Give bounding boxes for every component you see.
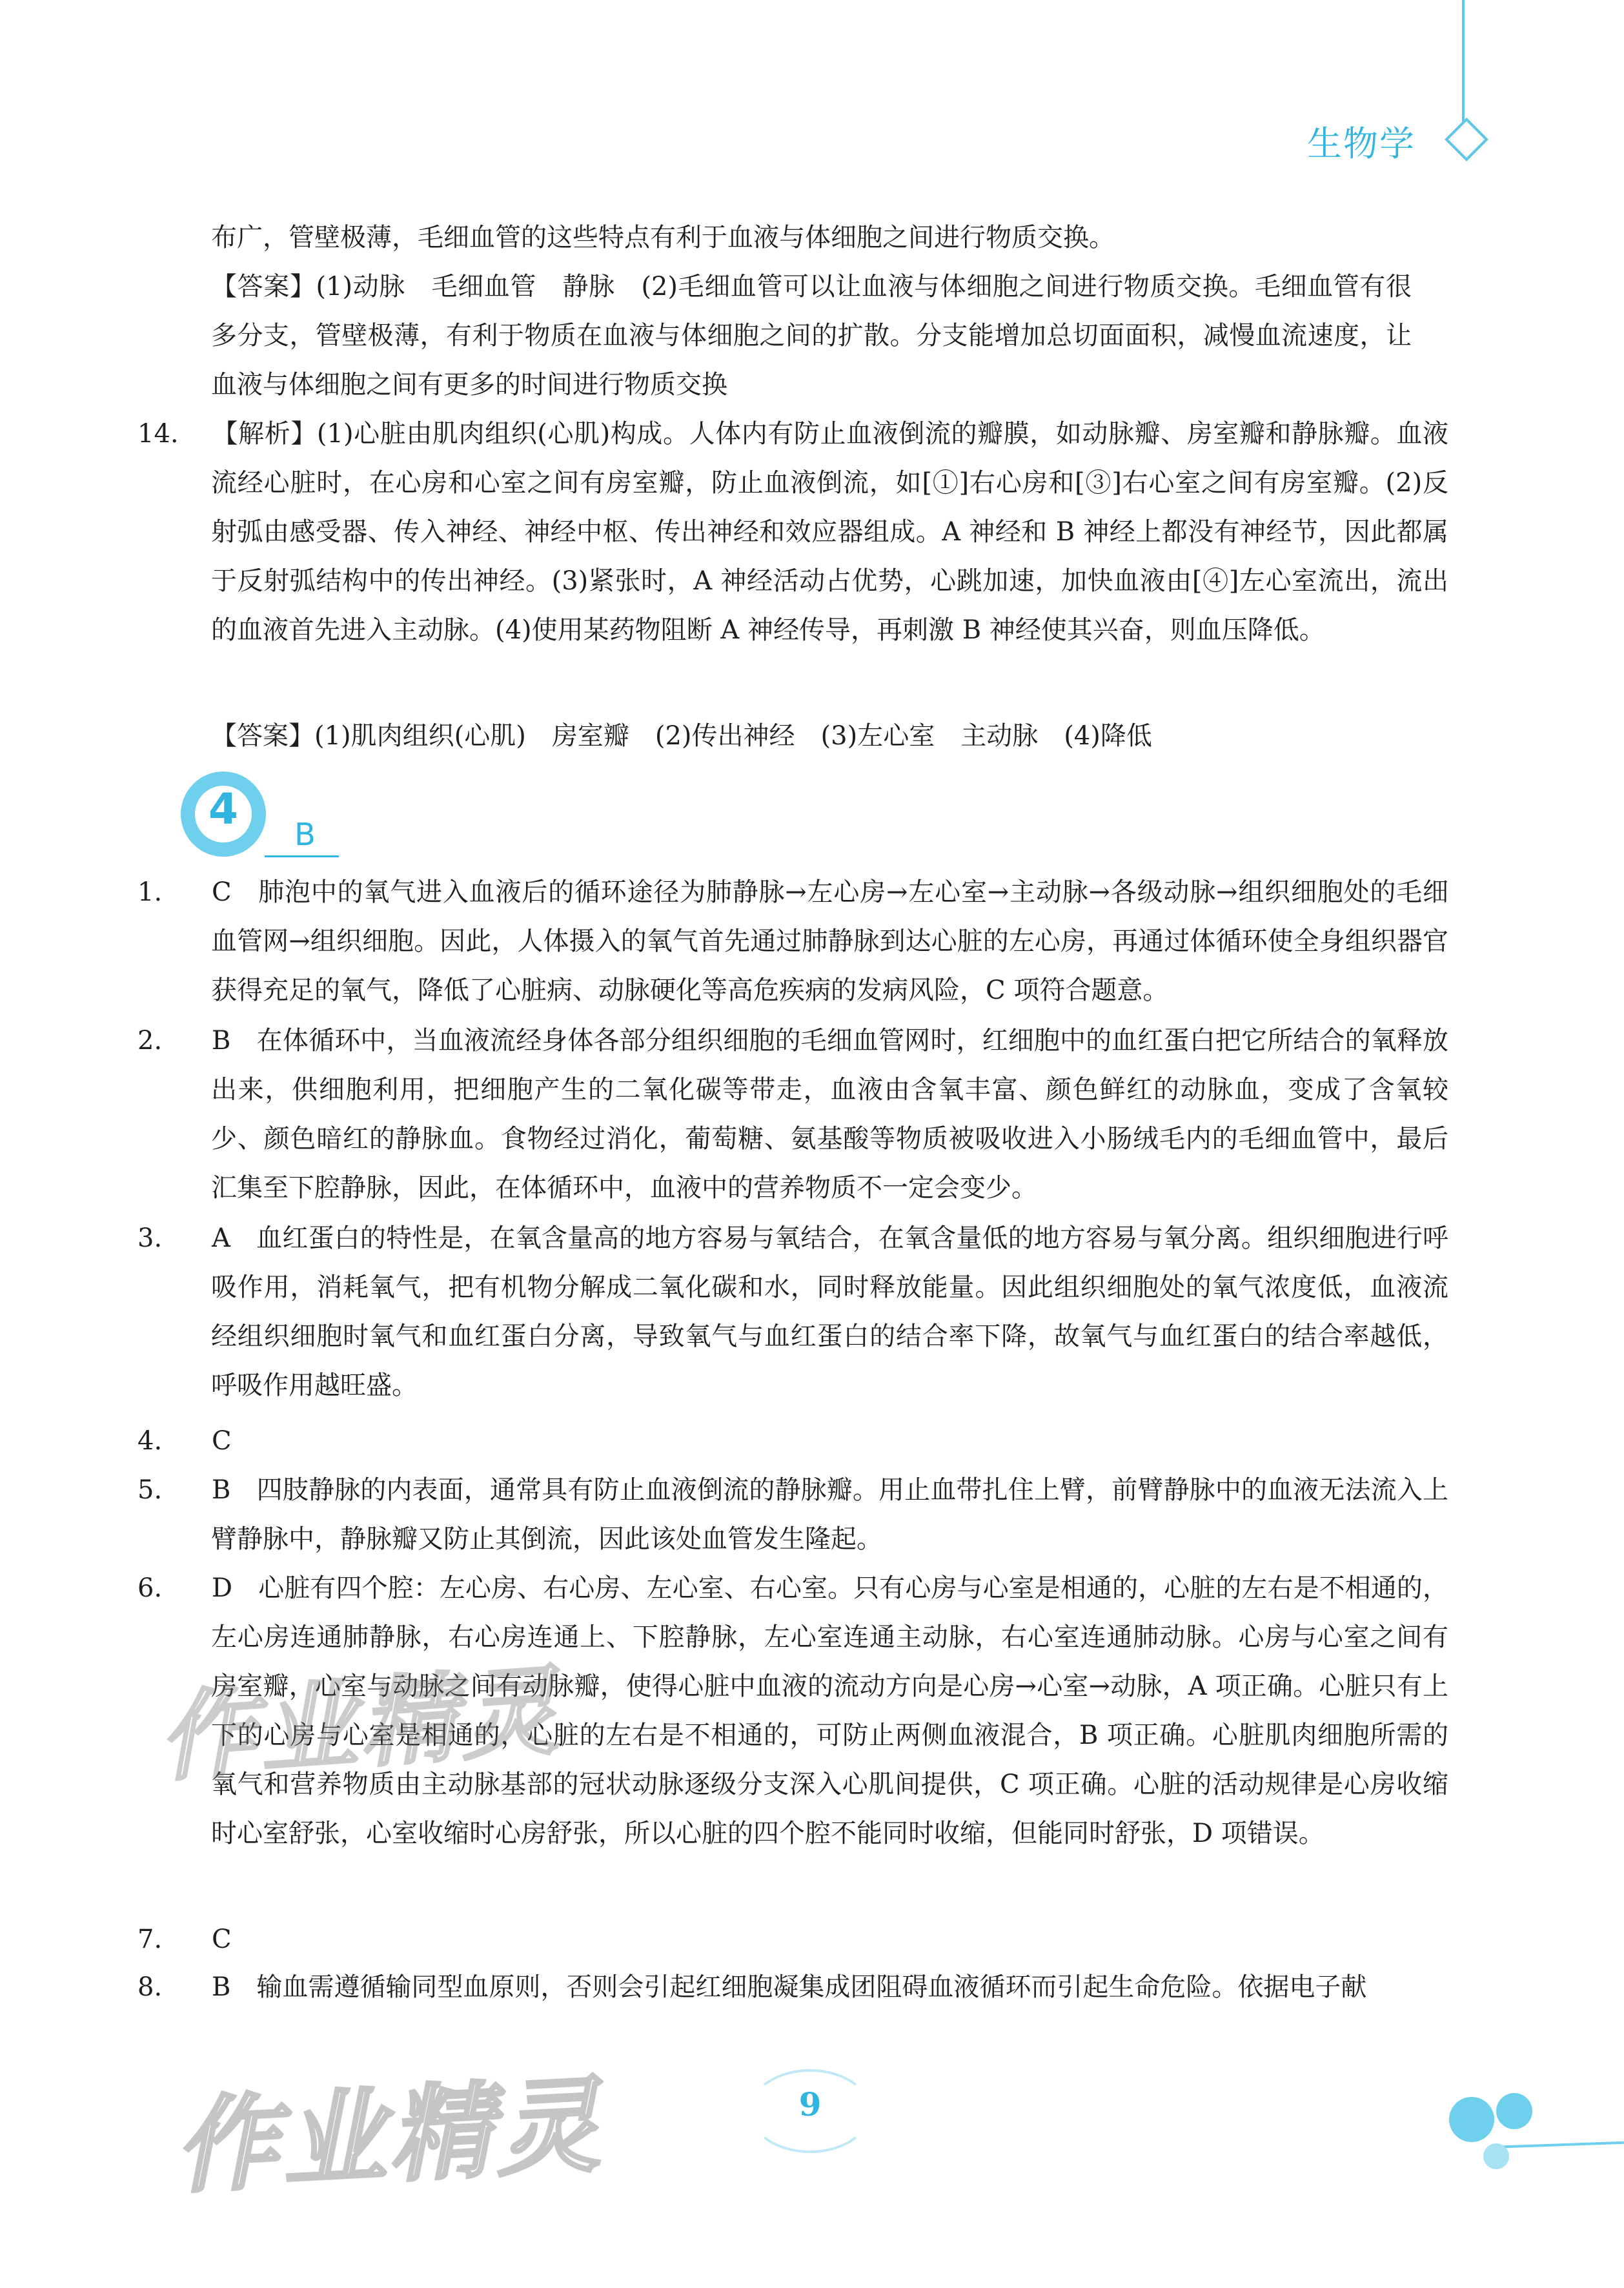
- watermark: 作业精灵: [172, 2064, 607, 2208]
- item-text: B 在体循环中，当血液流经身体各部分组织细胞的毛细血管网时，红细胞中的血红蛋白把它所结合的氧释放出来，供细胞利用，把细胞产生的二氧化碳等带走，血液由含氧丰富、颜色鲜红的动脉血，变成了含氧较少、颜色暗红的静脉血。食物经过消化，葡萄糖、氨基酸等物质被吸收进入小肠绒毛内的毛细血管中，最后汇集至下腔静脉，因此，在体循环中，血液中的营养物质不一定会变少。: [211, 1026, 1448, 1203]
- diamond-icon: [1445, 117, 1488, 161]
- list-item: [137, 1214, 1448, 1410]
- subject-title: 生物学: [1307, 123, 1416, 164]
- section-level-underline: [265, 855, 339, 857]
- decor-dot: [1483, 2143, 1509, 2169]
- paragraph-continuation: 布广，管壁极薄，毛细血管的这些特点有利于血液与体细胞之间进行物质交换。: [211, 223, 1115, 252]
- list-item: [137, 1466, 1448, 1564]
- item-text: D 心脏有四个腔：左心房、右心房、左心室、右心室。只有心房与心室是相通的，心脏的左右是不相通的，左心房连通肺静脉，右心房连通上、下腔静脉，左心室连通主动脉，右心室连通肺动脉。心房与心室之间有房室瓣，心室与动脉之间有动脉瓣，使得心脏中血液的流动方向是心房→心室→动脉，A 项正确。心脏只有上下的心房与心室是相通的，心脏的左右是不相通的，可防止两侧血液混合，B 项正确。心脏肌肉细胞所需的氧气和营养物质由主动脉基部的冠状动脉逐级分支深入心肌间提供，C 项正确。心脏的活动规律是心房收缩时心室舒张，心室收缩时心房舒张，所以心脏的四个腔不能同时收缩，但能同时舒张，D 项错误。: [211, 1573, 1448, 1848]
- page-number: 9: [798, 2085, 822, 2123]
- item-number: 1.: [137, 877, 163, 907]
- item-text: C: [212, 1426, 232, 1456]
- item-text: B 四肢静脉的内表面，通常具有防止血液倒流的静脉瓣。用止血带扎住上臂，前臂静脉中的血液无法流入上臂静脉中，静脉瓣又防止其倒流，因此该处血管发生隆起。: [211, 1475, 1448, 1554]
- item-number: 3.: [137, 1223, 163, 1253]
- question-14: [137, 409, 1448, 655]
- watermark: 作业精灵: [155, 1655, 565, 1795]
- question-number: 14.: [137, 419, 179, 449]
- list-item: [137, 1915, 1448, 1964]
- item-number: 6.: [137, 1573, 163, 1603]
- item-number: 7.: [137, 1925, 163, 1954]
- section-number: 4: [208, 784, 238, 834]
- item-number: 8.: [137, 1972, 163, 2002]
- item-text: C 肺泡中的氧气进入血液后的循环途径为肺静脉→左心房→左心室→主动脉→各级动脉→组织细胞处的毛细血管网→组织细胞。因此，人体摄入的氧气首先通过肺静脉到达心脏的左心房，再通过体循环使全身组织器官获得充足的氧气，降低了心脏病、动脉硬化等高危疾病的发病风险，C 项符合题意。: [211, 877, 1448, 1005]
- list-item: [137, 1016, 1448, 1212]
- analysis-14: 【解析】(1)心脏由肌肉组织(心肌)构成。人体内有防止血液倒流的瓣膜，如动脉瓣、房室瓣和静脉瓣。血液流经心脏时，在心房和心室之间有房室瓣，防止血液倒流，如[①]右心房和[③]右心室之间有房室瓣。(2)反射弧由感受器、传入神经、神经中枢、传出神经和效应器组成。A 神经和 B 神经上都没有神经节，因此都属于反射弧结构中的传出神经。(3)紧张时，A 神经活动占优势，心跳加速，加快血液由[④]左心室流出，流出的血液首先进入主动脉。(4)使用某药物阻断 A 神经传导，再刺激 B 神经使其兴奋，则血压降低。: [211, 419, 1448, 645]
- section-level: B: [294, 817, 316, 853]
- footer-line: [1504, 2141, 1624, 2148]
- section-badge: [181, 771, 266, 857]
- list-item: [137, 1416, 1448, 1466]
- item-text: A 血红蛋白的特性是，在氧含量高的地方容易与氧结合，在氧含量低的地方容易与氧分离。组织细胞进行呼吸作用，消耗氧气，把有机物分解成二氧化碳和水，同时释放能量。因此组织细胞处的氧气浓度低，血液流经组织细胞时氧气和血红蛋白分离，导致氧气与血红蛋白的结合率下降，故氧气与血红蛋白的结合率越低，呼吸作用越旺盛。: [211, 1223, 1448, 1400]
- item-number: 4.: [137, 1426, 163, 1456]
- answer-14: 【答案】(1)肌肉组织(心肌) 房室瓣 (2)传出神经 (3)左心室 主动脉 (4)降低: [211, 721, 1152, 751]
- header-vertical-line: [1462, 0, 1465, 132]
- decor-dot: [1449, 2097, 1494, 2142]
- list-item: [137, 868, 1448, 1015]
- decor-dot: [1496, 2093, 1532, 2129]
- item-text: C: [212, 1925, 232, 1954]
- item-text: B 输血需遵循输同型血原则，否则会引起红细胞凝集成团阻碍血液循环而引起生命危险。依据电子献: [212, 1972, 1367, 2002]
- item-number: 5.: [137, 1475, 163, 1505]
- answer-13: 【答案】(1)动脉 毛细血管 静脉 (2)毛细血管可以让血液与体细胞之间进行物质交换。毛细血管有很多分支，管壁极薄，有利于物质在血液与体细胞之间的扩散。分支能增加总切面面积，减慢血流速度，让血液与体细胞之间有更多的时间进行物质交换: [211, 272, 1412, 400]
- list-item: [137, 1963, 1448, 2012]
- item-number: 2.: [137, 1026, 163, 1056]
